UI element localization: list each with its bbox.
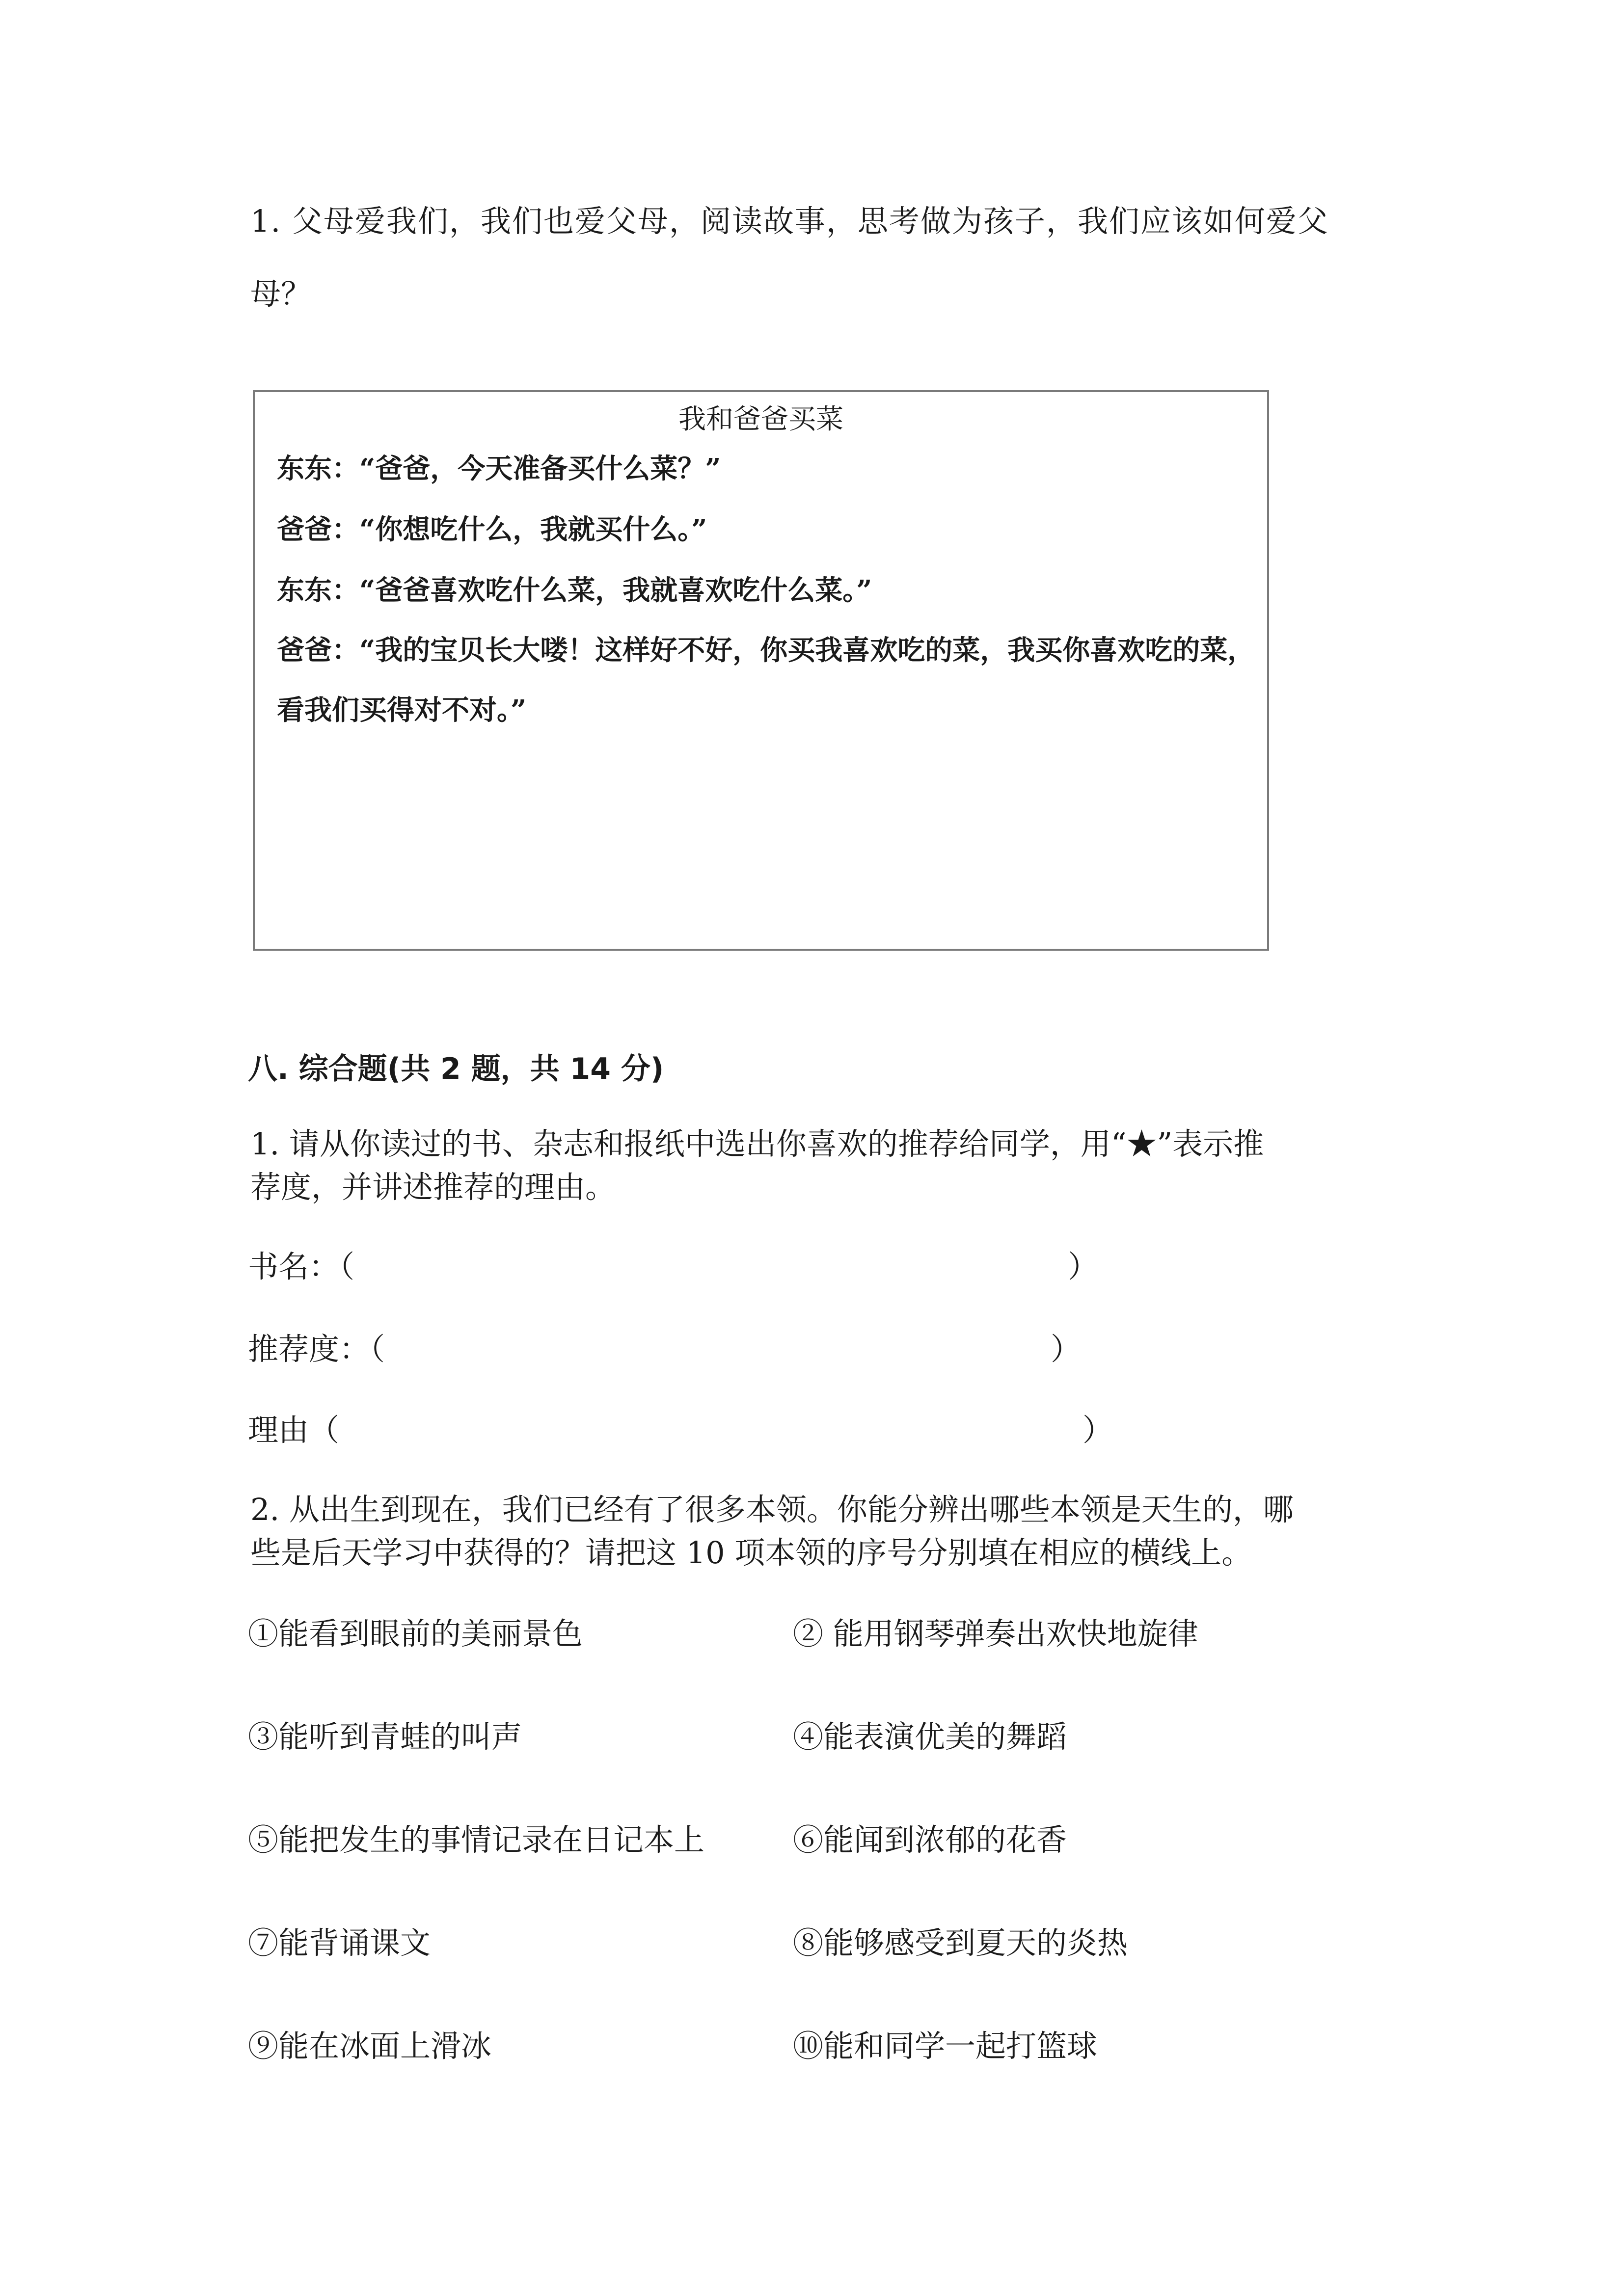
question-1-text-line-1: 1. 父母爱我们，我们也爱父母，阅读故事，思考做为孩子，我们应该如何爱父 xyxy=(250,203,1329,239)
story-line-4: 爸爸：“我的宝贝长大喽！这样好不好，你买我喜欢吃的菜，我买你喜欢吃的菜， xyxy=(277,634,1255,667)
recommend-level-close-paren: ） xyxy=(1051,1331,1082,1367)
ability-item-8: ⑧能够感受到夏天的炎热 xyxy=(793,1925,1128,1961)
story-line-2: 爸爸：“你想吃什么，我就买什么。” xyxy=(277,513,707,546)
ability-item-1: ①能看到眼前的美丽景色 xyxy=(248,1616,583,1652)
story-line-1: 东东：“爸爸，今天准备买什么菜？” xyxy=(277,453,721,485)
question-3-text-line-1: 2. 从出生到现在，我们已经有了很多本领。你能分辨出哪些本领是天生的，哪 xyxy=(250,1492,1294,1527)
ability-item-5: ⑤能把发生的事情记录在日记本上 xyxy=(248,1822,705,1858)
question-2-text-line-2: 荐度，并讲述推荐的理由。 xyxy=(250,1169,616,1205)
ability-item-7: ⑦能背诵课文 xyxy=(248,1925,431,1961)
question-2-text-line-1: 1. 请从你读过的书、杂志和报纸中选出你喜欢的推荐给同学，用“★”表示推 xyxy=(250,1126,1264,1162)
story-title: 我和爸爸买菜 xyxy=(678,403,843,435)
book-name-close-paren: ） xyxy=(1068,1249,1099,1284)
story-box xyxy=(253,390,1269,951)
question-1-text-line-2: 母？ xyxy=(250,276,312,312)
ability-item-9: ⑨能在冰面上滑冰 xyxy=(248,2028,492,2064)
story-line-3: 东东：“爸爸喜欢吃什么菜，我就喜欢吃什么菜。” xyxy=(277,574,872,607)
book-name-label: 书名：（ xyxy=(248,1249,355,1284)
section-title: 八. 综合题(共 2 题，共 14 分) xyxy=(248,1052,664,1086)
ability-item-3: ③能听到青蛙的叫声 xyxy=(248,1719,522,1755)
reason-close-paren: ） xyxy=(1083,1412,1113,1448)
ability-item-10: ⑩能和同学一起打篮球 xyxy=(793,2028,1098,2064)
question-3-text-line-2: 些是后天学习中获得的？请把这 10 项本领的序号分别填在相应的横线上。 xyxy=(250,1535,1252,1571)
ability-item-6: ⑥能闻到浓郁的花香 xyxy=(793,1822,1067,1858)
story-line-5: 看我们买得对不对。” xyxy=(277,694,527,726)
ability-item-2: ② 能用钢琴弹奏出欢快地旋律 xyxy=(793,1616,1198,1652)
ability-item-4: ④能表演优美的舞蹈 xyxy=(793,1719,1067,1755)
recommend-level-label: 推荐度：（ xyxy=(248,1331,385,1367)
reason-label: 理由（ xyxy=(248,1412,340,1448)
